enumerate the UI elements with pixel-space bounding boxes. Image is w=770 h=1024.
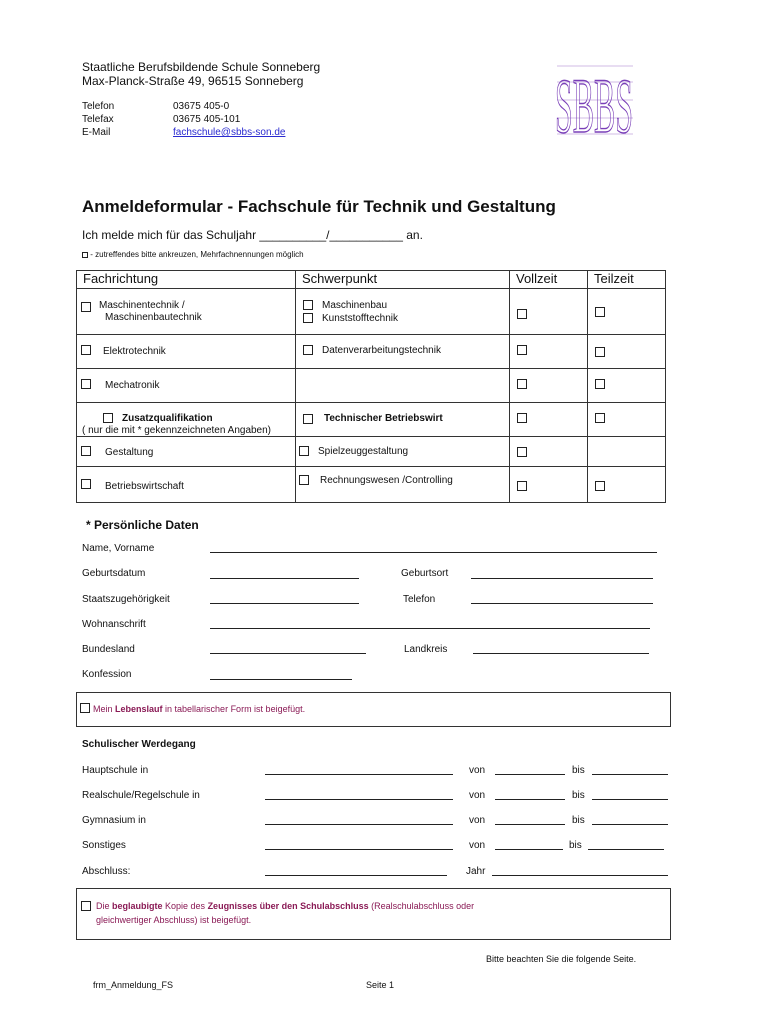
school-year-line[interactable]: Ich melde mich für das Schuljahr __________/___________ an. <box>82 228 423 242</box>
checkbox-maschinenbau[interactable] <box>303 300 313 310</box>
label-landkreis: Landkreis <box>404 644 448 655</box>
email-label: E-Mail <box>82 127 111 138</box>
form-id: frm_Anmeldung_FS <box>93 980 174 990</box>
label-konfession: Konfession <box>82 669 132 680</box>
checkbox-r3-teilzeit[interactable] <box>595 379 605 389</box>
cv-text <box>93 704 305 714</box>
checkbox-kunststofftechnik[interactable] <box>303 313 313 323</box>
field-von-1[interactable] <box>495 774 565 775</box>
cv-post: in tabellarischer Form ist beigefügt. <box>162 704 306 714</box>
logo-lettering: SBBS <box>555 62 633 149</box>
label-zusatzqualifikation: Zusatzqualifikation <box>122 413 213 424</box>
checkbox-rechnungswesen[interactable] <box>299 475 309 485</box>
hint-label: - zutreffendes bitte ankreuzen, Mehrfachnennungen möglich <box>90 250 304 259</box>
header-schwerpunkt: Schwerpunkt <box>296 271 510 289</box>
checkbox-technischer-betriebswirt[interactable] <box>303 414 313 424</box>
checkbox-lebenslauf[interactable] <box>80 703 90 713</box>
school-name: Staatliche Berufsbildende Schule Sonneberg <box>82 60 321 74</box>
label-spielzeuggestaltung: Spielzeuggestaltung <box>318 446 409 457</box>
school-address: Max-Planck-Straße 49, 96515 Sonneberg <box>82 74 304 88</box>
checkbox-r1-vollzeit[interactable] <box>517 309 527 319</box>
field-realschule[interactable] <box>265 799 453 800</box>
school-logo <box>555 62 635 149</box>
label-hauptschule: Hauptschule in <box>82 765 149 776</box>
label-rechnungswesen: Rechnungswesen /Controlling <box>320 475 453 486</box>
label-maschinentechnik-b: Maschinenbautechnik <box>105 312 202 323</box>
label-maschinenbau: Maschinenbau <box>322 300 388 311</box>
field-telefon[interactable] <box>471 603 653 604</box>
header-vollzeit: Vollzeit <box>510 271 588 289</box>
field-gymnasium[interactable] <box>265 824 453 825</box>
certificate-text-1 <box>96 901 474 911</box>
field-von-3[interactable] <box>495 824 565 825</box>
school-heading: Schulischer Werdegang <box>82 739 196 750</box>
field-von-4[interactable] <box>495 849 563 850</box>
label-gestaltung: Gestaltung <box>105 447 154 458</box>
label-geburtsort: Geburtsort <box>401 568 449 579</box>
checkbox-r4-vollzeit[interactable] <box>517 413 527 423</box>
checkbox-r2-vollzeit[interactable] <box>517 345 527 355</box>
checkbox-r3-vollzeit[interactable] <box>517 379 527 389</box>
phone-value: 03675 405-0 <box>173 101 230 112</box>
field-name[interactable] <box>210 552 657 553</box>
label-sonstiges: Sonstiges <box>82 840 126 851</box>
label-bis-3: bis <box>572 815 585 826</box>
checkbox-r6-vollzeit[interactable] <box>517 481 527 491</box>
empty-cell <box>588 437 666 467</box>
label-bis-2: bis <box>572 790 585 801</box>
label-geburtsdatum: Geburtsdatum <box>82 568 146 579</box>
hint-checkbox-icon <box>82 252 88 258</box>
checkbox-r2-teilzeit[interactable] <box>595 347 605 357</box>
hint-text <box>82 250 304 260</box>
checkbox-r6-teilzeit[interactable] <box>595 481 605 491</box>
label-wohnanschrift: Wohnanschrift <box>82 619 146 630</box>
label-datenverarbeitung: Datenverarbeitungstechnik <box>322 345 441 356</box>
checkbox-zeugnis[interactable] <box>81 901 91 911</box>
label-abschluss: Abschluss: <box>82 866 131 877</box>
field-von-2[interactable] <box>495 799 565 800</box>
field-landkreis[interactable] <box>473 653 649 654</box>
field-jahr[interactable] <box>492 875 668 876</box>
email-link[interactable]: fachschule@sbbs-son.de <box>173 127 286 138</box>
checkbox-mechatronik[interactable] <box>81 379 91 389</box>
checkbox-r5-vollzeit[interactable] <box>517 447 527 457</box>
cert-part-3: (Realschulabschluss oder <box>368 901 475 911</box>
field-bis-4[interactable] <box>588 849 664 850</box>
label-von-2: von <box>469 790 486 801</box>
checkbox-spielzeuggestaltung[interactable] <box>299 446 309 456</box>
certificate-box <box>76 888 671 940</box>
label-kunststofftechnik: Kunststofftechnik <box>322 313 398 324</box>
cert-bold-2: Zeugnisses über den Schulabschluss <box>207 901 369 911</box>
label-von-3: von <box>469 815 486 826</box>
field-staatszugehoerigkeit[interactable] <box>210 603 359 604</box>
checkbox-gestaltung[interactable] <box>81 446 91 456</box>
field-bis-3[interactable] <box>592 824 668 825</box>
field-abschluss[interactable] <box>265 875 447 876</box>
personal-heading: * Persönliche Daten <box>86 518 199 532</box>
label-bundesland: Bundesland <box>82 644 135 655</box>
label-telefon: Telefon <box>403 594 436 605</box>
fax-value: 03675 405-101 <box>173 114 241 125</box>
label-bis-1: bis <box>572 765 585 776</box>
field-geburtsdatum[interactable] <box>210 578 359 579</box>
page-number: Seite 1 <box>366 980 395 990</box>
checkbox-betriebswirtschaft[interactable] <box>81 479 91 489</box>
label-bis-4: bis <box>569 840 582 851</box>
cert-bold-1: beglaubigte <box>112 901 163 911</box>
note-zusatzqualifikation: ( nur die mit * gekennzeichneten Angaben) <box>82 425 272 436</box>
fax-label: Telefax <box>82 114 114 125</box>
label-von-4: von <box>469 840 486 851</box>
field-bis-2[interactable] <box>592 799 668 800</box>
checkbox-elektrotechnik[interactable] <box>81 345 91 355</box>
label-jahr: Jahr <box>466 866 486 877</box>
checkbox-r1-teilzeit[interactable] <box>595 307 605 317</box>
checkbox-maschinentechnik[interactable] <box>81 302 91 312</box>
label-elektrotechnik: Elektrotechnik <box>103 346 166 357</box>
phone-label: Telefon <box>82 101 115 112</box>
checkbox-datenverarbeitung[interactable] <box>303 345 313 355</box>
cv-pre: Mein <box>93 704 116 714</box>
label-staatszugehoerigkeit: Staatszugehörigkeit <box>82 594 170 605</box>
empty-cell <box>296 369 510 403</box>
label-gymnasium: Gymnasium in <box>82 815 146 826</box>
form-title: Anmeldeformular - Fachschule für Technik und Gestaltung <box>82 197 556 216</box>
label-mechatronik: Mechatronik <box>105 380 160 391</box>
label-maschinentechnik-a: Maschinentechnik / <box>99 300 185 311</box>
checkbox-r4-teilzeit[interactable] <box>595 413 605 423</box>
label-von-1: von <box>469 765 486 776</box>
field-geburtsort[interactable] <box>471 578 653 579</box>
next-page-note: Bitte beachten Sie die folgende Seite. <box>486 954 637 964</box>
program-table <box>76 270 666 503</box>
cv-bold: Lebenslauf <box>115 704 163 714</box>
label-realschule: Realschule/Regelschule in <box>82 790 200 801</box>
field-konfession[interactable] <box>210 679 352 680</box>
header-teilzeit: Teilzeit <box>588 271 666 289</box>
field-wohnanschrift[interactable] <box>210 628 650 629</box>
label-betriebswirtschaft: Betriebswirtschaft <box>105 481 184 492</box>
checkbox-zusatzqualifikation[interactable] <box>103 413 113 423</box>
label-technischer-betriebswirt: Technischer Betriebswirt <box>324 413 443 424</box>
cert-part-2: Kopie des <box>162 901 208 911</box>
field-hauptschule[interactable] <box>265 774 453 775</box>
field-sonstiges[interactable] <box>265 849 453 850</box>
label-name: Name, Vorname <box>82 543 155 554</box>
cert-part-1: Die <box>96 901 113 911</box>
field-bundesland[interactable] <box>210 653 366 654</box>
field-bis-1[interactable] <box>592 774 668 775</box>
header-fachrichtung: Fachrichtung <box>77 271 296 289</box>
certificate-text-2: gleichwertiger Abschluss) ist beigefügt. <box>96 915 252 925</box>
